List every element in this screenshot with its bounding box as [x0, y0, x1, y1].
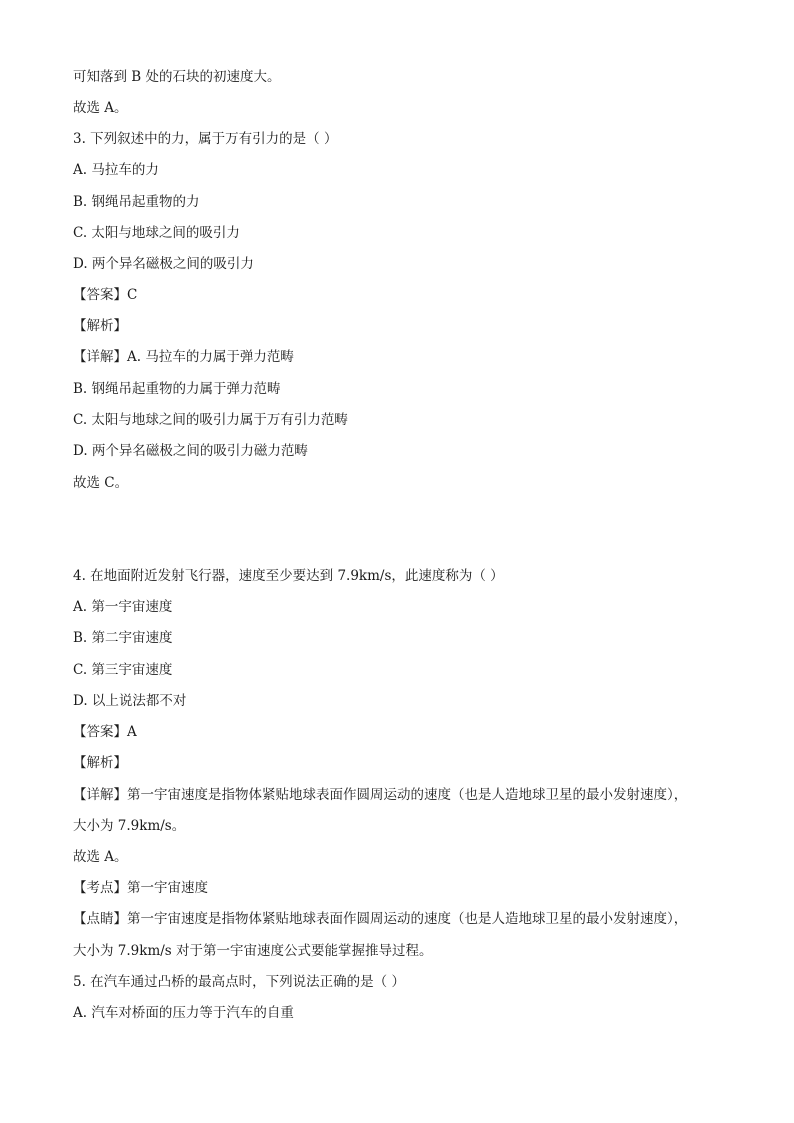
question-3-stem: 3. 下列叙述中的力，属于万有引力的是（ ）	[73, 131, 338, 147]
question-4-tip-line-2: 大小为 7.9km/s 对于第一宇宙速度公式要能掌握推导过程。	[73, 943, 433, 959]
text-line-conclusion: 可知落到 B 处的石块的初速度大。	[73, 69, 281, 85]
question-4-tip-line-1: 【点睛】第一宇宙速度是指物体紧贴地球表面作圆周运动的速度（也是人造地球卫星的最小发射速度），	[73, 911, 688, 927]
question-3-detail-a: 【详解】A. 马拉车的力属于弹力范畴	[73, 349, 294, 365]
question-4-option-d: D. 以上说法都不对	[73, 693, 187, 709]
question-3-answer: 【答案】C	[73, 287, 138, 303]
question-3-option-a: A. 马拉车的力	[73, 162, 159, 178]
question-4-option-c: C. 第三宇宙速度	[73, 662, 173, 678]
question-3-option-d: D. 两个异名磁极之间的吸引力	[73, 256, 254, 272]
question-4-key-point: 【考点】第一宇宙速度	[73, 880, 208, 896]
question-4-stem: 4. 在地面附近发射飞行器，速度至少要达到 7.9km/s，此速度称为（ ）	[73, 568, 504, 584]
question-4-choice: 故选 A。	[73, 849, 128, 865]
question-5-option-a: A. 汽车对桥面的压力等于汽车的自重	[73, 1005, 294, 1021]
question-4-detail-line-2: 大小为 7.9km/s。	[73, 818, 186, 834]
question-4-analysis-heading: 【解析】	[73, 755, 127, 771]
question-3-choice: 故选 C。	[73, 475, 129, 491]
question-4-answer: 【答案】A	[73, 724, 137, 740]
question-5-stem: 5. 在汽车通过凸桥的最高点时，下列说法正确的是（ ）	[73, 974, 405, 990]
question-3-detail-c: C. 太阳与地球之间的吸引力属于万有引力范畴	[73, 412, 348, 428]
question-3-detail-d: D. 两个异名磁极之间的吸引力磁力范畴	[73, 443, 308, 459]
question-4-option-b: B. 第二宇宙速度	[73, 630, 173, 646]
question-3-option-b: B. 钢绳吊起重物的力	[73, 194, 200, 210]
text-line-choice: 故选 A。	[73, 100, 128, 116]
question-3-analysis-heading: 【解析】	[73, 318, 127, 334]
question-3-option-c: C. 太阳与地球之间的吸引力	[73, 225, 240, 241]
question-3-detail-b: B. 钢绳吊起重物的力属于弹力范畴	[73, 381, 281, 397]
question-4-detail-line-1: 【详解】第一宇宙速度是指物体紧贴地球表面作圆周运动的速度（也是人造地球卫星的最小发射速度），	[73, 787, 688, 803]
question-4-option-a: A. 第一宇宙速度	[73, 599, 173, 615]
